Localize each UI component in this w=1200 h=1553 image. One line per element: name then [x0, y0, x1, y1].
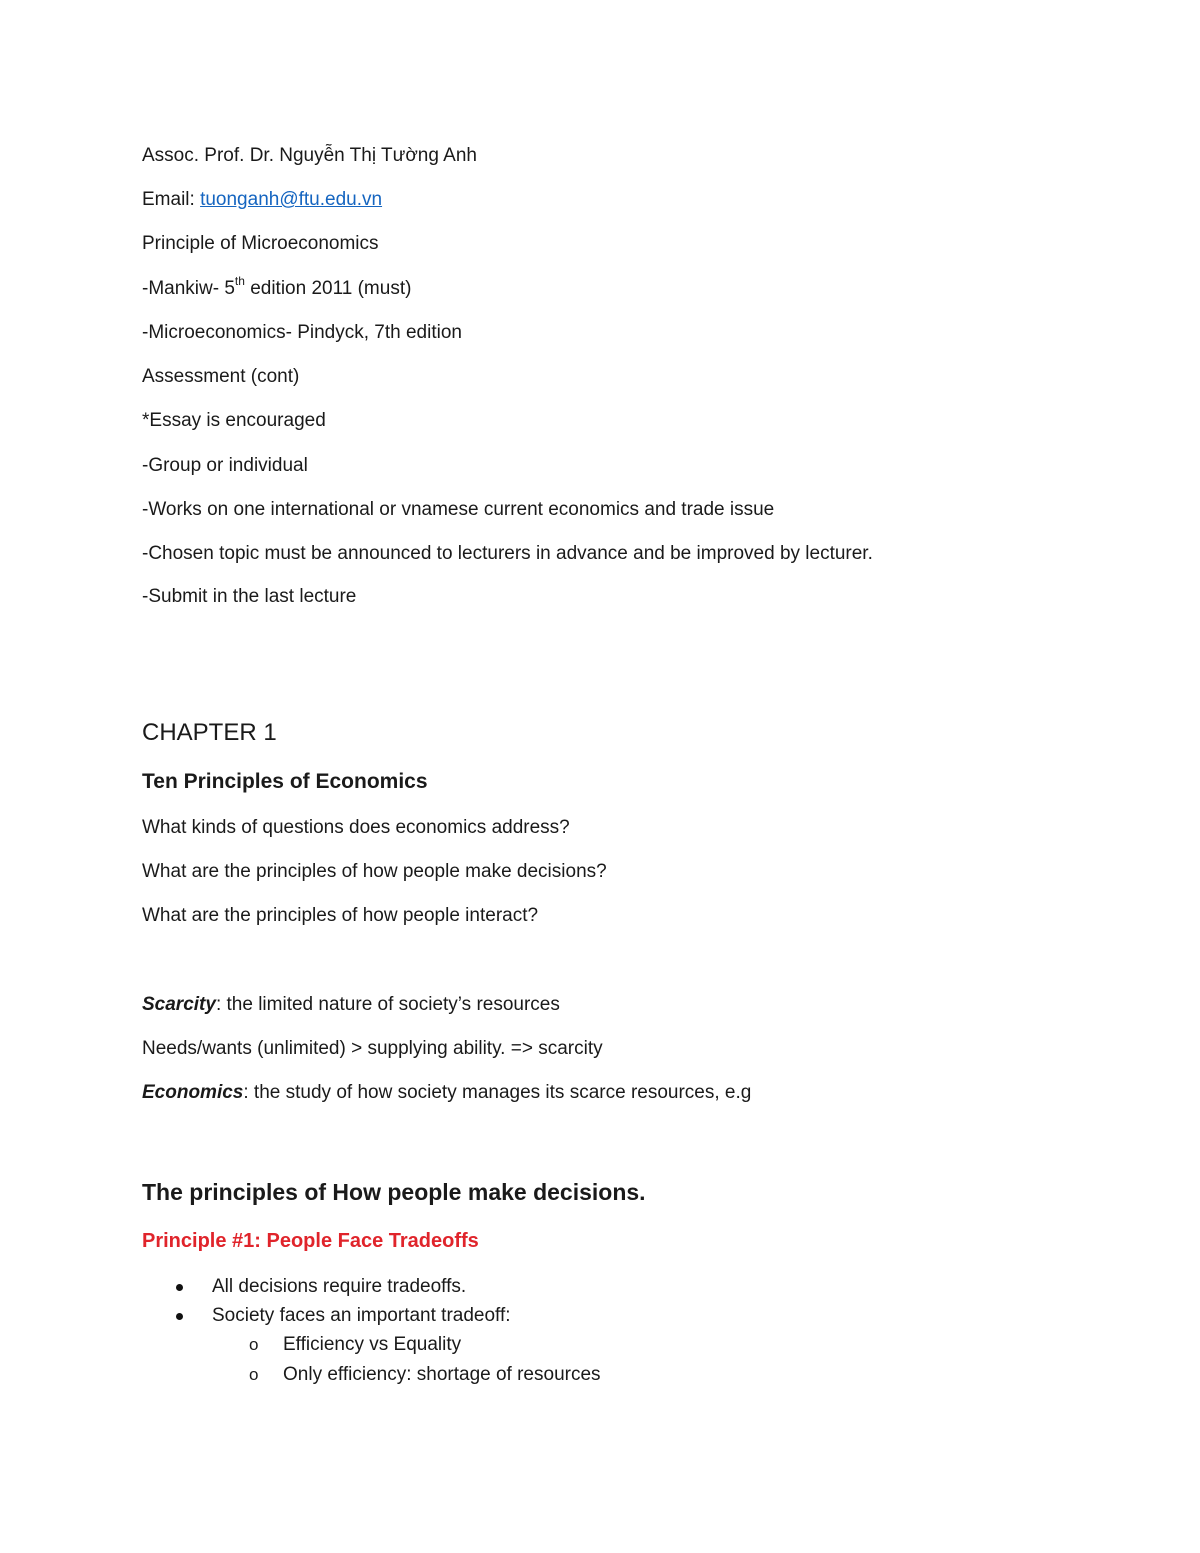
scarcity-definition: [142, 993, 560, 1017]
economics-definition: [142, 1081, 751, 1105]
email-link[interactable]: tuonganh@ftu.edu.vn: [200, 189, 383, 210]
reference-mankiw-suffix: edition 2011 (must): [244, 278, 412, 299]
submit-note: -Submit in the last lecture: [142, 586, 357, 607]
chosen-topic-note: -Chosen topic must be announced to lecturers in advance and be improved by lecturer.: [142, 543, 873, 564]
economics-text: : the study of how society manages its scarce resources, e.g: [243, 1082, 752, 1103]
reference-mankiw-superscript: th: [234, 273, 245, 288]
assessment-heading: Assessment (cont): [142, 366, 300, 387]
author-line: Assoc. Prof. Dr. Nguyễn Thị Tường Anh: [142, 145, 477, 166]
reference-mankiw-prefix: -Mankiw- 5: [142, 278, 235, 299]
sub-list-item-text: Efficiency vs Equality: [283, 1334, 462, 1355]
question-item: What are the principles of how people make decisions?: [142, 861, 607, 882]
chapter-label: CHAPTER 1: [142, 719, 277, 746]
email-label: Email:: [142, 189, 201, 210]
works-note: -Works on one international or vnamese current economics and trade issue: [142, 499, 775, 520]
essay-note: *Essay is encouraged: [142, 410, 326, 431]
email-line: [142, 188, 382, 212]
course-title: Principle of Microeconomics: [142, 233, 379, 254]
economics-term: Economics: [142, 1082, 244, 1103]
scarcity-text: : the limited nature of society’s resources: [215, 994, 560, 1015]
group-note: -Group or individual: [142, 455, 308, 476]
reference-pindyck: -Microeconomics- Pindyck, 7th edition: [142, 322, 462, 343]
question-item: What are the principles of how people interact?: [142, 905, 539, 926]
needs-line: Needs/wants (unlimited) > supplying ability. => scarcity: [142, 1038, 603, 1059]
principle-1-heading: Principle #1: People Face Tradeoffs: [142, 1230, 479, 1252]
circle-bullet-icon: o: [249, 1335, 259, 1354]
scarcity-term: Scarcity: [142, 994, 216, 1015]
bullet-icon: [176, 1313, 183, 1320]
question-item: What kinds of questions does economics address?: [142, 817, 570, 838]
sub-list-item-text: Only efficiency: shortage of resources: [283, 1364, 601, 1385]
circle-bullet-icon: o: [249, 1365, 259, 1384]
reference-mankiw: [142, 273, 412, 301]
chapter-title: Ten Principles of Economics: [142, 770, 428, 793]
section-heading: The principles of How people make decisions.: [142, 1179, 646, 1205]
list-item-text: All decisions require tradeoffs.: [212, 1276, 467, 1297]
list-item-text: Society faces an important tradeoff:: [212, 1305, 511, 1326]
bullet-icon: [176, 1284, 183, 1291]
